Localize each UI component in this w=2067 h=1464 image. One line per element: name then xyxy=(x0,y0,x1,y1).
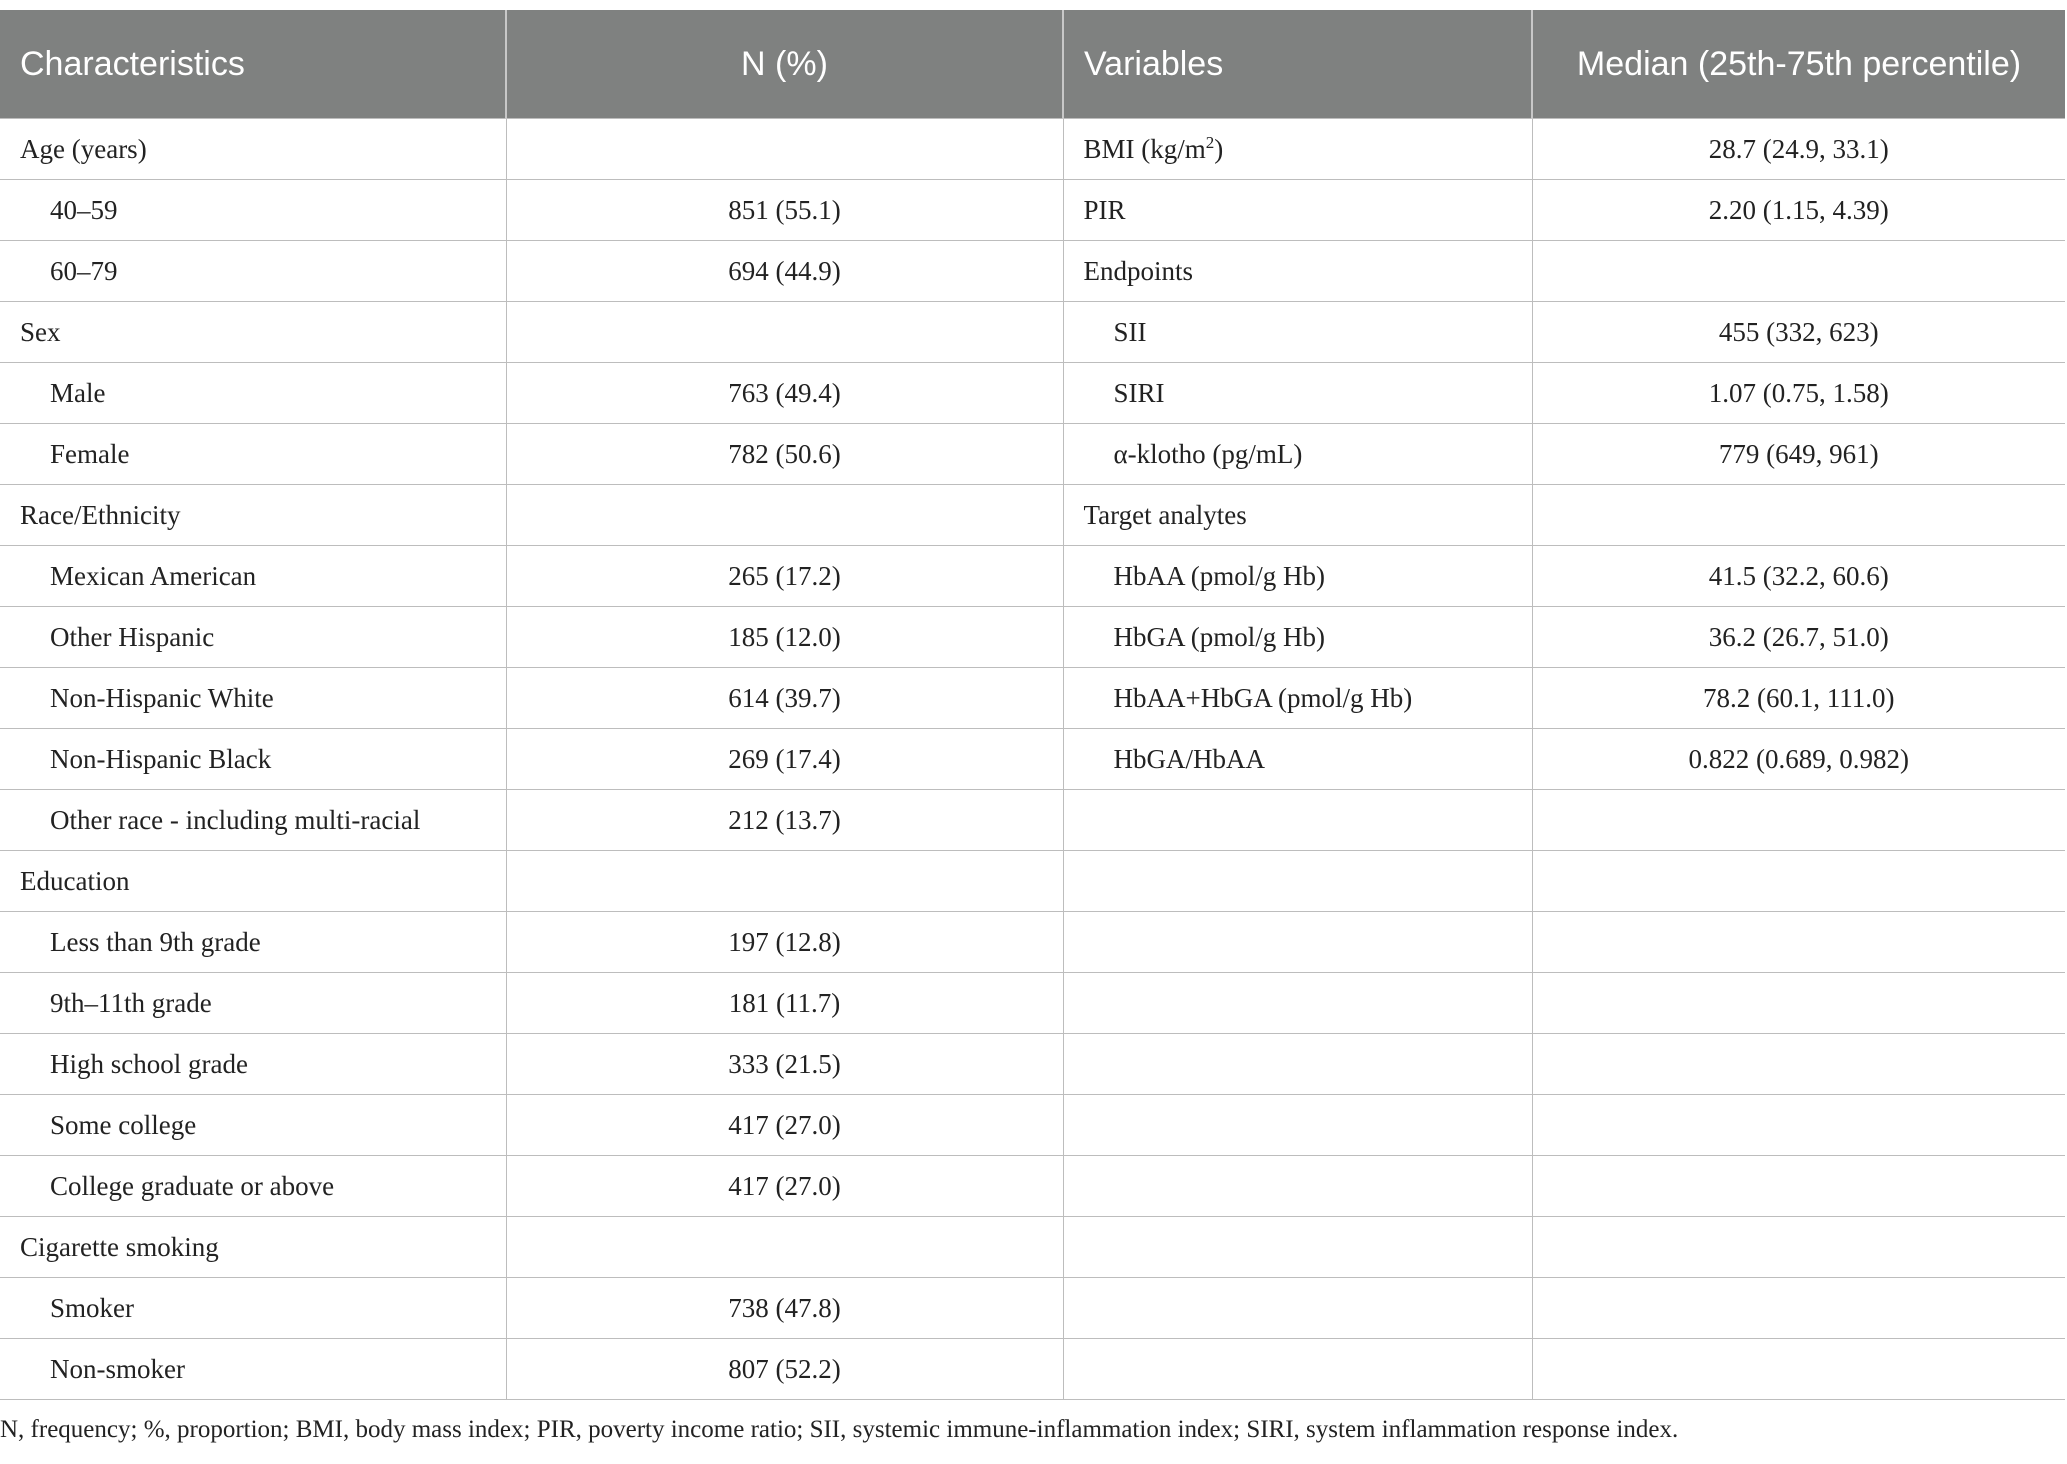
characteristic-cell: Sex xyxy=(0,302,506,363)
variable-cell: HbAA (pmol/g Hb) xyxy=(1063,546,1532,607)
variable-cell xyxy=(1063,1278,1532,1339)
variable-cell: Target analytes xyxy=(1063,485,1532,546)
n-percent-cell: 694 (44.9) xyxy=(506,241,1063,302)
n-percent-cell: 738 (47.8) xyxy=(506,1278,1063,1339)
median-cell xyxy=(1532,1034,2065,1095)
header-row xyxy=(0,10,2065,119)
median-cell xyxy=(1532,485,2065,546)
variable-text-after: ) xyxy=(1214,133,1224,164)
data-table-container xyxy=(0,10,2065,1400)
characteristic-cell: Less than 9th grade xyxy=(0,912,506,973)
median-cell xyxy=(1532,790,2065,851)
characteristic-cell: Race/Ethnicity xyxy=(0,485,506,546)
variable-cell: SII xyxy=(1063,302,1532,363)
n-percent-cell: 417 (27.0) xyxy=(506,1095,1063,1156)
n-percent-cell xyxy=(506,302,1063,363)
table-row xyxy=(0,363,2065,424)
characteristic-cell: College graduate or above xyxy=(0,1156,506,1217)
variable-cell xyxy=(1063,1095,1532,1156)
table-row xyxy=(0,302,2065,363)
variable-cell: SIRI xyxy=(1063,363,1532,424)
n-percent-cell: 763 (49.4) xyxy=(506,363,1063,424)
table-row xyxy=(0,1034,2065,1095)
characteristic-cell: 60–79 xyxy=(0,241,506,302)
table-row xyxy=(0,180,2065,241)
header-variables: Variables xyxy=(1063,10,1532,119)
variable-superscript: 2 xyxy=(1205,132,1215,152)
median-cell xyxy=(1532,1278,2065,1339)
n-percent-cell: 265 (17.2) xyxy=(506,546,1063,607)
table-row xyxy=(0,607,2065,668)
median-cell xyxy=(1532,851,2065,912)
median-cell xyxy=(1532,241,2065,302)
characteristic-cell: Mexican American xyxy=(0,546,506,607)
variable-cell: HbGA (pmol/g Hb) xyxy=(1063,607,1532,668)
median-cell xyxy=(1532,1156,2065,1217)
n-percent-cell xyxy=(506,119,1063,180)
characteristic-cell: 9th–11th grade xyxy=(0,973,506,1034)
variable-cell: α-klotho (pg/mL) xyxy=(1063,424,1532,485)
n-percent-cell: 417 (27.0) xyxy=(506,1156,1063,1217)
variable-cell xyxy=(1063,912,1532,973)
characteristic-cell: Non-smoker xyxy=(0,1339,506,1400)
median-cell: 0.822 (0.689, 0.982) xyxy=(1532,729,2065,790)
table-row xyxy=(0,668,2065,729)
variable-cell: HbAA+HbGA (pmol/g Hb) xyxy=(1063,668,1532,729)
characteristic-cell: Non-Hispanic White xyxy=(0,668,506,729)
header-n-percent: N (%) xyxy=(506,10,1063,119)
median-cell: 2.20 (1.15, 4.39) xyxy=(1532,180,2065,241)
variable-cell xyxy=(1063,1217,1532,1278)
median-cell: 41.5 (32.2, 60.6) xyxy=(1532,546,2065,607)
table-row xyxy=(0,1278,2065,1339)
median-cell: 455 (332, 623) xyxy=(1532,302,2065,363)
median-cell: 1.07 (0.75, 1.58) xyxy=(1532,363,2065,424)
n-percent-cell: 333 (21.5) xyxy=(506,1034,1063,1095)
table-row xyxy=(0,1095,2065,1156)
variable-cell: PIR xyxy=(1063,180,1532,241)
characteristic-cell: Female xyxy=(0,424,506,485)
table-row xyxy=(0,851,2065,912)
characteristic-cell: 40–59 xyxy=(0,180,506,241)
table-row xyxy=(0,546,2065,607)
characteristic-cell: High school grade xyxy=(0,1034,506,1095)
table-row xyxy=(0,1339,2065,1400)
header-median: Median (25th-75th percentile) xyxy=(1532,10,2065,119)
median-cell: 779 (649, 961) xyxy=(1532,424,2065,485)
n-percent-cell: 807 (52.2) xyxy=(506,1339,1063,1400)
median-cell: 36.2 (26.7, 51.0) xyxy=(1532,607,2065,668)
n-percent-cell: 614 (39.7) xyxy=(506,668,1063,729)
characteristic-cell: Age (years) xyxy=(0,119,506,180)
variable-cell xyxy=(1063,1034,1532,1095)
n-percent-cell: 197 (12.8) xyxy=(506,912,1063,973)
variable-cell: HbGA/HbAA xyxy=(1063,729,1532,790)
n-percent-cell: 212 (13.7) xyxy=(506,790,1063,851)
table-row xyxy=(0,485,2065,546)
table-footnote: N, frequency; %, proportion; BMI, body mass index; PIR, poverty income ratio; SII, systemic immune-inflammation index; SIRI, system inflammation response index. xyxy=(0,1416,1679,1443)
median-cell: 28.7 (24.9, 33.1) xyxy=(1532,119,2065,180)
characteristic-cell: Other race - including multi-racial xyxy=(0,790,506,851)
table-row xyxy=(0,119,2065,180)
variable-cell xyxy=(1063,1339,1532,1400)
median-cell xyxy=(1532,1217,2065,1278)
table-row xyxy=(0,241,2065,302)
variable-cell xyxy=(1063,1156,1532,1217)
n-percent-cell: 782 (50.6) xyxy=(506,424,1063,485)
median-cell xyxy=(1532,1095,2065,1156)
n-percent-cell: 181 (11.7) xyxy=(506,973,1063,1034)
n-percent-cell: 185 (12.0) xyxy=(506,607,1063,668)
variable-cell xyxy=(1063,973,1532,1034)
table-row xyxy=(0,424,2065,485)
table-row xyxy=(0,729,2065,790)
table-row xyxy=(0,1217,2065,1278)
variable-cell xyxy=(1063,790,1532,851)
median-cell xyxy=(1532,912,2065,973)
table-row xyxy=(0,912,2065,973)
characteristic-cell: Smoker xyxy=(0,1278,506,1339)
n-percent-cell: 269 (17.4) xyxy=(506,729,1063,790)
variable-cell: Endpoints xyxy=(1063,241,1532,302)
median-cell xyxy=(1532,973,2065,1034)
variable-cell xyxy=(1063,119,1532,180)
table-row xyxy=(0,973,2065,1034)
variable-cell xyxy=(1063,851,1532,912)
characteristic-cell: Some college xyxy=(0,1095,506,1156)
characteristic-cell: Non-Hispanic Black xyxy=(0,729,506,790)
median-cell xyxy=(1532,1339,2065,1400)
n-percent-cell xyxy=(506,1217,1063,1278)
n-percent-cell: 851 (55.1) xyxy=(506,180,1063,241)
table-body xyxy=(0,119,2065,1400)
characteristic-cell: Education xyxy=(0,851,506,912)
n-percent-cell xyxy=(506,851,1063,912)
table-row xyxy=(0,790,2065,851)
median-cell: 78.2 (60.1, 111.0) xyxy=(1532,668,2065,729)
characteristics-table xyxy=(0,10,2065,1400)
characteristic-cell: Other Hispanic xyxy=(0,607,506,668)
n-percent-cell xyxy=(506,485,1063,546)
header-characteristics: Characteristics xyxy=(0,10,506,119)
characteristic-cell: Cigarette smoking xyxy=(0,1217,506,1278)
characteristic-cell: Male xyxy=(0,363,506,424)
variable-text: BMI (kg/m xyxy=(1083,133,1206,164)
table-row xyxy=(0,1156,2065,1217)
table-header xyxy=(0,10,2065,119)
